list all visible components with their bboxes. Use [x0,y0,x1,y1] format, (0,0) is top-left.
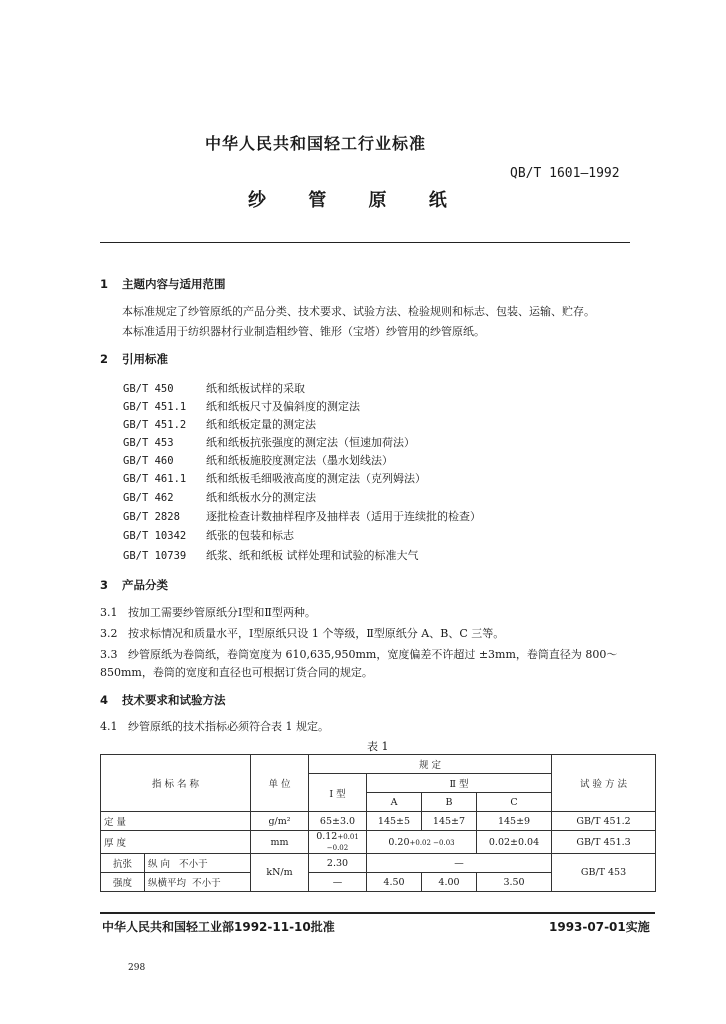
ref-item: GB/T 2828 逐批检查计数抽样程序及抽样表（适用于连续批的检查） [123,510,481,523]
header-indicator: 指 标 名 称 [101,755,251,812]
approval-line: 中华人民共和国轻工业部1992-11-10批准 [102,920,335,934]
ref-item: GB/T 453 纸和纸板抗张强度的测定法（恒速加荷法） [123,436,415,449]
standard-code: QB/T 1601—1992 [510,166,620,181]
page-number: 298 [128,963,146,973]
ref-item: GB/T 461.1 纸和纸板毛细吸液高度的测定法（克列姆法） [123,472,426,485]
header-type-1: Ⅰ 型 [309,774,367,812]
effective-date: 1993-07-01实施 [549,920,650,934]
section-4-heading: 4 技术要求和试验方法 [100,693,226,707]
table-row: 厚 度 mm 0.12+0.01 −0.02 0.20+0.02 −0.03 0.02±0.04 GB/T 451.3 [101,831,656,854]
clause-3-1: 3.1 按加工需要纱管原纸分Ⅰ型和Ⅱ型两种。 [100,606,316,619]
table-row: 强度 纵横平均 不小于 — 4.50 4.00 3.50 [101,873,656,892]
table-row: 抗张 纵 向 不小于 kN/m 2.30 — GB/T 453 [101,854,656,873]
footer-rule [100,912,655,914]
header-rule [100,242,630,243]
spec-table [100,754,656,892]
section-3-heading: 3 产品分类 [100,578,168,592]
header-unit: 单 位 [251,755,309,812]
ref-item: GB/T 450 纸和纸板试样的采取 [123,382,305,395]
header-type-2: Ⅱ 型 [367,774,552,793]
header-grade-b: B [422,793,477,812]
clause-3-2: 3.2 按求标情况和质量水平，Ⅰ型原纸只设 1 个等级，Ⅱ型原纸分 A、B、C 三等。 [100,627,505,640]
section-1-line-2: 本标准适用于纺织器材行业制造粗纱管、锥形（宝塔）纱管用的纱管原纸。 [122,325,485,338]
org-title: 中华人民共和国轻工行业标准 [205,134,427,153]
clause-3-3: 3.3 纱管原纸为卷筒纸，卷筒宽度为 610,635,950mm，宽度偏差不许超过 ±3mm，卷筒直径为 800～ [100,648,618,661]
ref-item: GB/T 451.2 纸和纸板定量的测定法 [123,418,316,431]
ref-item: GB/T 462 纸和纸板水分的测定法 [123,491,316,504]
ref-item: GB/T 451.1 纸和纸板尺寸及偏斜度的测定法 [123,400,360,413]
header-method: 试 验 方 法 [552,755,656,812]
ref-item: GB/T 10342 纸张的包装和标志 [123,529,294,542]
header-grade-c: C [477,793,552,812]
table-row: 定 量 g/m² 65±3.0 145±5 145±7 145±9 GB/T 451.2 [101,812,656,831]
section-1-heading: 1 主题内容与适用范围 [100,277,226,291]
ref-item: GB/T 10739 纸浆、纸和纸板 试样处理和试验的标准大气 [123,549,419,562]
document-title: 纱 管 原 纸 [248,190,465,211]
section-1-line-1: 本标准规定了纱管原纸的产品分类、技术要求、试验方法、检验规则和标志、包装、运输、贮存。 [122,305,595,318]
clause-3-3-cont: 850mm，卷筒的宽度和直径也可根据订货合同的规定。 [100,666,373,679]
ref-item: GB/T 460 纸和纸板施胶度测定法（墨水划线法） [123,454,393,467]
header-spec: 规 定 [309,755,552,774]
header-grade-a: A [367,793,422,812]
clause-4-1: 4.1 纱管原纸的技术指标必须符合表 1 规定。 [100,720,329,733]
table-caption: 表 1 [367,740,389,753]
section-2-heading: 2 引用标准 [100,352,168,366]
